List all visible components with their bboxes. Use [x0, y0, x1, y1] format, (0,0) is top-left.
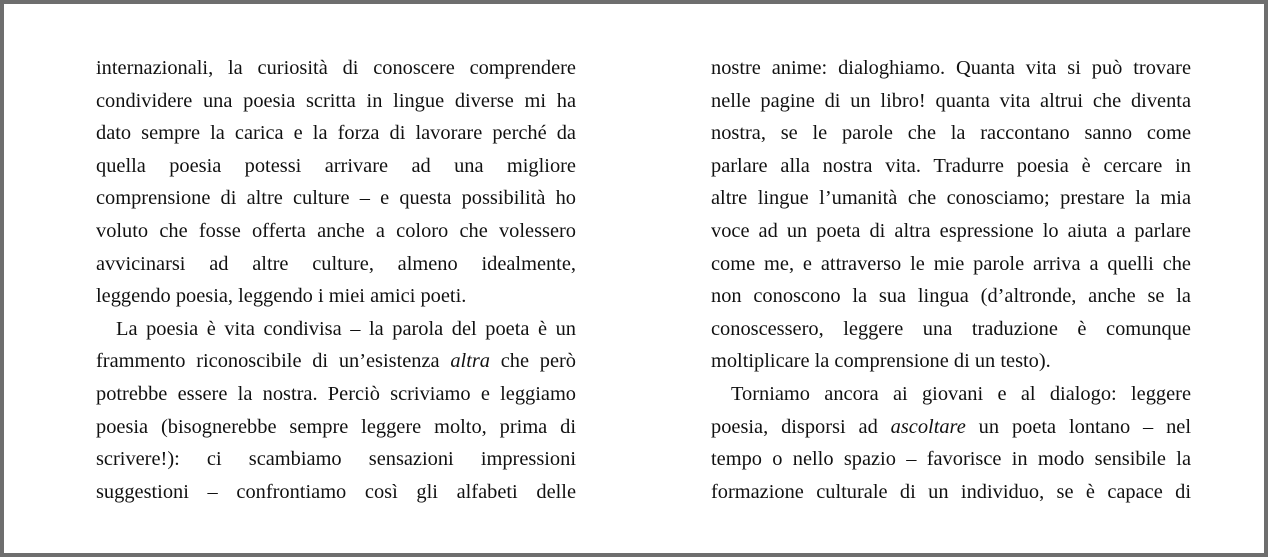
text-line: nostra, se le parole che la raccontano sanno come: [711, 122, 1191, 145]
italic-word: ascoltare: [890, 415, 966, 438]
paragraph-end-line: leggendo poesia, leggendo i miei amici poeti.: [96, 285, 467, 308]
text-line: nostre anime: dialoghiamo. Quanta vita si può trovare: [711, 57, 1191, 79]
italic-word: altra: [450, 350, 490, 373]
text-segment: frammento riconoscibile di un’esistenza: [96, 350, 451, 373]
text-line: conoscessero, leggere una traduzione è comunque: [711, 317, 1191, 340]
text-line: scrivere!): ci scambiamo sensazioni impressioni: [96, 448, 576, 471]
text-line: non conoscono la sua lingua (d’altronde, anche se la: [711, 285, 1191, 308]
text-line: voluto che fosse offerta anche a coloro che volessero: [96, 219, 576, 242]
paragraph-start-line: Torniamo ancora ai giovani e al dialogo: leggere: [731, 382, 1191, 405]
right-page: [711, 52, 1191, 508]
text-line: formazione culturale di un individuo, se è capace di: [711, 480, 1191, 503]
text-line: poesia (bisognerebbe sempre leggere molto, prima di: [96, 415, 576, 438]
text-line: dato sempre la carica e la forza di lavorare perché da: [96, 122, 576, 145]
text-segment: che però: [490, 350, 576, 373]
paragraph-end-line: moltiplicare la comprensione di un testo).: [711, 350, 1051, 373]
text-line: suggestioni – confrontiamo così gli alfabeti delle: [96, 480, 576, 503]
text-line-with-italic: [711, 411, 1191, 444]
text-line: comprensione di altre culture – e questa possibilità ho: [96, 187, 576, 210]
paragraph-start-line: La poesia è vita condivisa – la parola del poeta è un: [116, 317, 576, 340]
text-line: condividere una poesia scritta in lingue diverse mi ha: [96, 89, 576, 112]
text-line: nelle pagine di un libro! quanta vita altrui che diventa: [711, 89, 1191, 112]
text-line: potrebbe essere la nostra. Perciò scriviamo e leggiamo: [96, 382, 576, 405]
text-segment: poesia, disporsi ad: [711, 415, 891, 438]
text-line: tempo o nello spazio – favorisce in modo sensibile la: [711, 448, 1191, 471]
left-page: [96, 52, 576, 508]
text-line: quella poesia potessi arrivare ad una migliore: [96, 154, 576, 177]
text-line: internazionali, la curiosità di conoscere comprendere: [96, 57, 576, 79]
text-line: voce ad un poeta di altra espressione lo aiuta a parlare: [711, 219, 1191, 242]
text-line: come me, e attraverso le mie parole arriva a quelli che: [711, 252, 1191, 275]
text-line-with-italic: [96, 345, 576, 378]
text-line: altre lingue l’umanità che conosciamo; prestare la mia: [711, 187, 1191, 210]
text-line: parlare alla nostra vita. Tradurre poesia è cercare in: [711, 154, 1191, 177]
text-line: avvicinarsi ad altre culture, almeno idealmente,: [96, 252, 576, 275]
text-segment: un poeta lontano – nel: [965, 415, 1191, 438]
